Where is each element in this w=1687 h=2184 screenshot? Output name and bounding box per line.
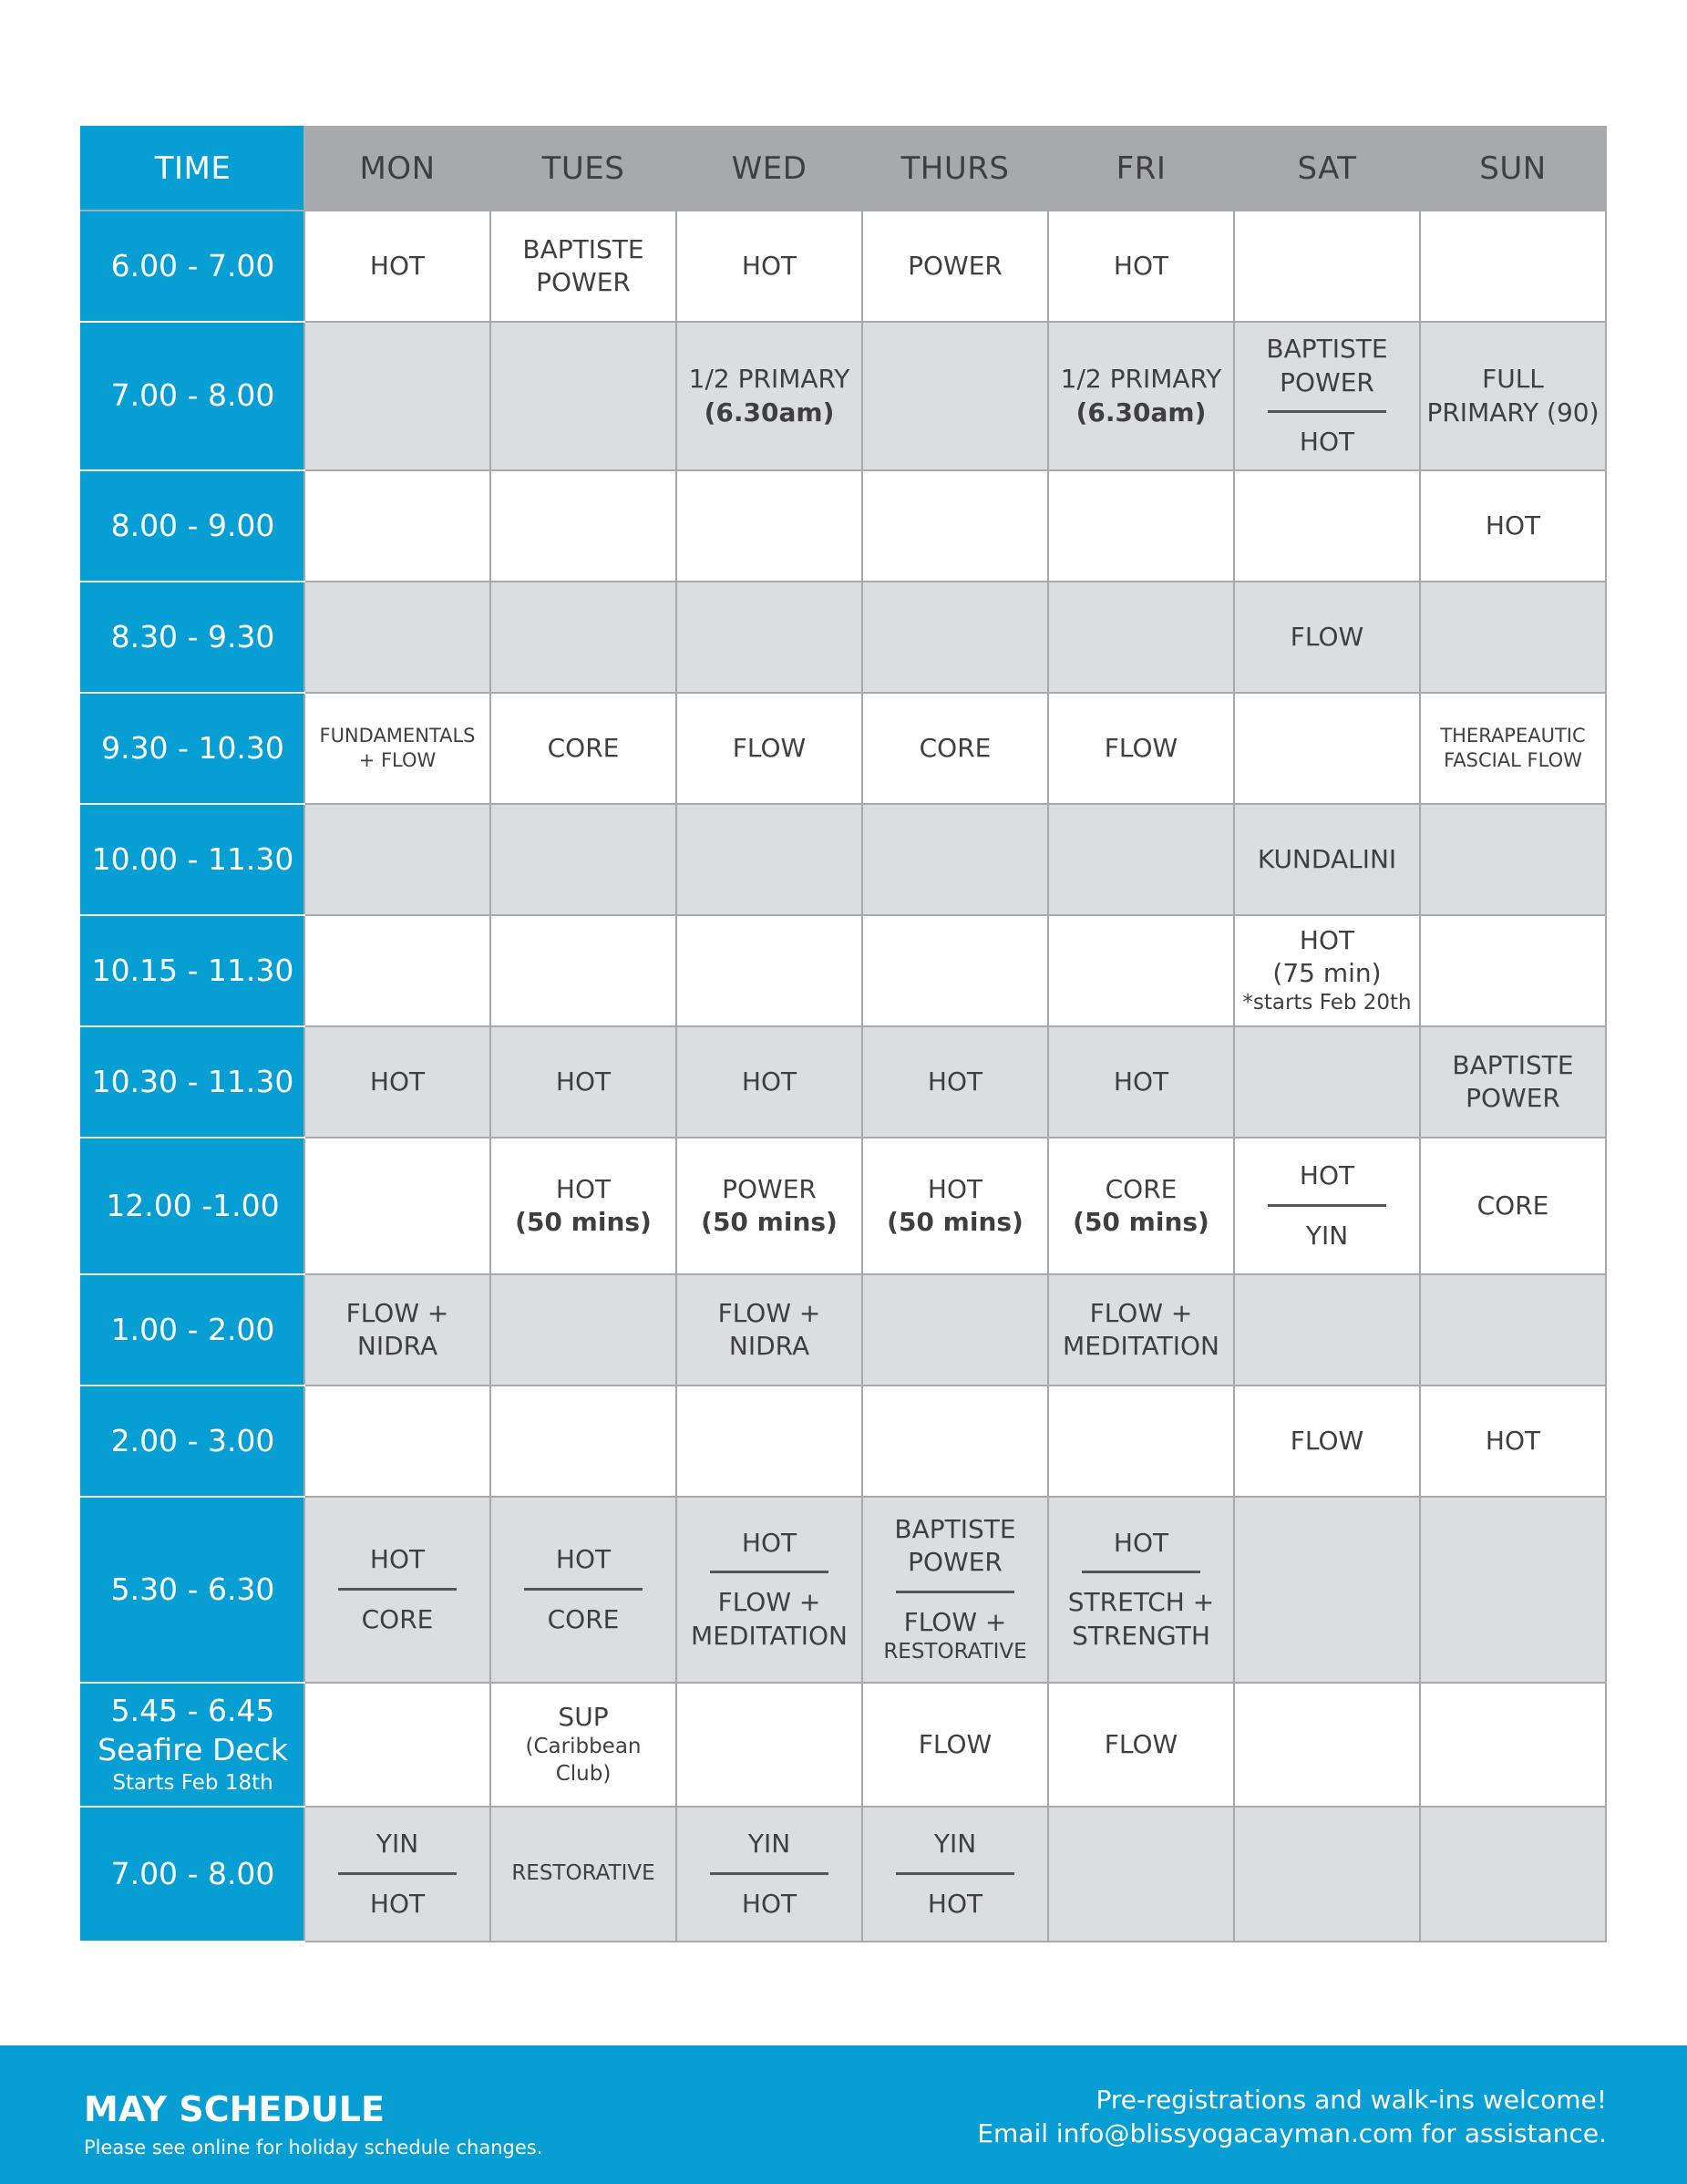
class-divider	[338, 1588, 457, 1591]
class-name: YIN	[375, 1829, 419, 1859]
header-tues: TUES	[490, 127, 676, 211]
class-cell-sun	[1420, 1026, 1606, 1138]
class-cell-fri	[1048, 915, 1234, 1026]
class-cell-sat	[1234, 1274, 1420, 1386]
schedule-row	[81, 1386, 1606, 1497]
class-cell-wed	[676, 1274, 862, 1386]
class-cell-mon	[304, 1274, 490, 1386]
time-slot	[81, 1274, 304, 1386]
time-slot-label: 5.30 - 6.30	[110, 1571, 275, 1607]
class-name: CORE	[547, 1603, 620, 1634]
class-name: RESTORATIVE	[511, 1861, 655, 1886]
class-name: CORE	[1476, 1190, 1549, 1221]
class-cell-wed	[676, 915, 862, 1026]
class-name: HOT	[741, 250, 797, 281]
class-name: HOT	[927, 1888, 983, 1919]
class-name: FLOW	[1104, 732, 1178, 763]
class-cell-thurs	[862, 1386, 1048, 1497]
class-cell-sat	[1234, 1683, 1420, 1807]
class-name: FLOW +	[1089, 1297, 1193, 1328]
class-name: NIDRA	[356, 1331, 438, 1361]
class-name: YIN	[747, 1829, 791, 1859]
class-divider	[896, 1591, 1014, 1593]
class-name: + FLOW	[358, 749, 437, 771]
time-slot	[81, 915, 304, 1026]
split-class	[1239, 333, 1415, 458]
class-name: HOT	[555, 1173, 612, 1204]
class-cell-fri	[1048, 211, 1234, 322]
class-cell-thurs	[862, 1138, 1048, 1274]
class-name: HOT	[927, 1173, 983, 1204]
split-class	[867, 1513, 1044, 1666]
class-divider	[1268, 1204, 1386, 1207]
class-cell-fri	[1048, 1138, 1234, 1274]
class-cell-mon	[304, 582, 490, 693]
schedule-row	[81, 1138, 1606, 1274]
time-slot-label: 12.00 -1.00	[106, 1187, 280, 1223]
time-slot	[81, 804, 304, 915]
class-name: FUNDAMENTALS	[319, 724, 476, 747]
class-cell-fri	[1048, 322, 1234, 470]
class-cell-fri	[1048, 1497, 1234, 1683]
time-slot	[81, 470, 304, 582]
class-cell-thurs	[862, 211, 1048, 322]
class-cell-thurs	[862, 1683, 1048, 1807]
time-slot-label: 5.45 - 6.45	[110, 1693, 275, 1729]
class-cell-sun	[1420, 1497, 1606, 1683]
class-note: *starts Feb 20th	[1242, 991, 1412, 1015]
class-name: FLOW +	[717, 1587, 821, 1618]
split-class	[495, 1543, 672, 1636]
class-name: 1/2 PRIMARY	[1060, 364, 1222, 395]
class-cell-sat	[1234, 322, 1420, 470]
schedule-row	[81, 804, 1606, 915]
class-cell-sat	[1234, 915, 1420, 1026]
class-cell-tues	[490, 804, 676, 915]
class-divider	[710, 1571, 828, 1573]
class-cell-mon	[304, 470, 490, 582]
class-cell-sun	[1420, 1683, 1606, 1807]
schedule-table	[80, 126, 1607, 1942]
class-name: HOT	[369, 1066, 426, 1097]
class-name: HOT	[1299, 924, 1355, 955]
class-name: FULL	[1482, 364, 1544, 395]
class-cell-sat	[1234, 470, 1420, 582]
split-class	[867, 1828, 1044, 1921]
class-cell-wed	[676, 470, 862, 582]
class-cell-fri	[1048, 1274, 1234, 1386]
class-cell-sun	[1420, 1274, 1606, 1386]
class-name: POWER	[908, 1547, 1003, 1578]
class-divider	[1082, 1571, 1200, 1573]
class-duration: (6.30am)	[704, 397, 835, 428]
schedule-row	[81, 693, 1606, 804]
class-cell-thurs	[862, 1807, 1048, 1942]
schedule-row	[81, 1274, 1606, 1386]
class-name: POWER	[1280, 366, 1374, 397]
schedule-row	[81, 211, 1606, 322]
footer-welcome: Pre-registrations and walk-ins welcome!	[1096, 2085, 1607, 2115]
class-cell-thurs	[862, 1274, 1048, 1386]
class-name: BAPTISTE	[894, 1513, 1016, 1544]
class-divider	[1268, 410, 1386, 413]
class-name: PRIMARY (90)	[1426, 397, 1600, 428]
class-cell-sun	[1420, 693, 1606, 804]
class-name: HOT	[1299, 427, 1355, 458]
time-slot-label: 10.00 - 11.30	[91, 840, 294, 877]
time-slot	[81, 1497, 304, 1683]
split-class	[681, 1527, 858, 1653]
schedule-row	[81, 1026, 1606, 1138]
time-slot-label: 1.00 - 2.00	[110, 1311, 275, 1347]
class-name: HOT	[1113, 250, 1169, 281]
class-name: BAPTISTE	[522, 233, 644, 264]
class-name: HOT	[369, 1888, 426, 1919]
split-class	[681, 1828, 858, 1921]
class-cell-tues	[490, 1683, 676, 1807]
class-cell-thurs	[862, 693, 1048, 804]
class-name: FLOW	[1290, 621, 1364, 652]
class-name: HOT	[741, 1066, 797, 1097]
class-divider	[524, 1588, 643, 1591]
class-cell-mon	[304, 1026, 490, 1138]
class-cell-thurs	[862, 470, 1048, 582]
time-slot	[81, 693, 304, 804]
class-name: RESTORATIVE	[883, 1640, 1027, 1664]
time-slot	[81, 582, 304, 693]
class-cell-mon	[304, 804, 490, 915]
class-cell-sat	[1234, 804, 1420, 915]
time-slot	[81, 1026, 304, 1138]
class-cell-fri	[1048, 582, 1234, 693]
class-name: HOT	[1113, 1527, 1169, 1558]
class-cell-sat	[1234, 582, 1420, 693]
class-cell-wed	[676, 1497, 862, 1683]
class-note: (Caribbean Club)	[525, 1735, 642, 1787]
class-cell-wed	[676, 693, 862, 804]
class-name: FLOW	[1104, 1728, 1178, 1759]
class-duration: (50 mins)	[515, 1207, 652, 1237]
class-name: HOT	[1485, 1425, 1541, 1456]
header-mon: MON	[304, 127, 490, 211]
class-name: HOT	[369, 1544, 426, 1575]
class-cell-wed	[676, 1386, 862, 1497]
class-name: BAPTISTE	[1266, 334, 1388, 365]
class-cell-wed	[676, 211, 862, 322]
class-name: MEDITATION	[1063, 1331, 1219, 1361]
class-cell-fri	[1048, 1807, 1234, 1942]
header-thurs: THURS	[862, 127, 1048, 211]
class-cell-sat	[1234, 1807, 1420, 1942]
header-fri: FRI	[1048, 127, 1234, 211]
class-duration: (50 mins)	[887, 1207, 1024, 1237]
class-cell-wed	[676, 322, 862, 470]
class-divider	[710, 1872, 828, 1875]
time-slot-label: 10.30 - 11.30	[91, 1063, 294, 1099]
class-cell-mon	[304, 322, 490, 470]
class-name: HOT	[1299, 1160, 1355, 1191]
class-name: YIN	[1305, 1220, 1349, 1251]
class-cell-tues	[490, 211, 676, 322]
class-cell-tues	[490, 1274, 676, 1386]
class-duration: (50 mins)	[701, 1207, 838, 1237]
class-name: (75 min)	[1272, 958, 1382, 989]
class-cell-thurs	[862, 1497, 1048, 1683]
class-name: POWER	[722, 1173, 817, 1204]
class-name: POWER	[1466, 1083, 1560, 1113]
class-cell-sun	[1420, 804, 1606, 915]
class-name: 1/2 PRIMARY	[688, 364, 850, 395]
class-cell-sun	[1420, 915, 1606, 1026]
class-cell-tues	[490, 693, 676, 804]
class-duration: (50 mins)	[1073, 1207, 1209, 1237]
time-slot-label: 9.30 - 10.30	[101, 729, 284, 766]
class-cell-sun	[1420, 1807, 1606, 1942]
class-cell-sun	[1420, 1138, 1606, 1274]
class-name: FLOW	[918, 1728, 993, 1759]
time-slot	[81, 322, 304, 470]
class-cell-mon	[304, 1138, 490, 1274]
footer-contact	[977, 2084, 1607, 2151]
class-name: HOT	[369, 250, 426, 281]
class-cell-tues	[490, 1497, 676, 1683]
schedule-row	[81, 1497, 1606, 1683]
class-name: YIN	[933, 1829, 977, 1859]
footer-title: MAY SCHEDULE	[84, 2089, 385, 2129]
split-class	[1239, 1159, 1415, 1252]
class-cell-wed	[676, 582, 862, 693]
class-cell-tues	[490, 1138, 676, 1274]
class-cell-fri	[1048, 1683, 1234, 1807]
class-name: BAPTISTE	[1452, 1049, 1574, 1080]
class-cell-sun	[1420, 1386, 1606, 1497]
class-name: CORE	[361, 1603, 434, 1634]
schedule-row	[81, 470, 1606, 582]
class-cell-wed	[676, 1683, 862, 1807]
class-name: FASCIAL FLOW	[1444, 749, 1582, 771]
time-slot-label: 7.00 - 8.00	[110, 1855, 275, 1891]
time-slot	[81, 1386, 304, 1497]
class-cell-fri	[1048, 470, 1234, 582]
schedule-body	[81, 211, 1606, 1942]
time-slot	[81, 1683, 304, 1807]
class-cell-sat	[1234, 1497, 1420, 1683]
class-name: CORE	[919, 732, 992, 763]
class-cell-mon	[304, 1386, 490, 1497]
schedule-row	[81, 1683, 1606, 1807]
class-name: STRETCH +	[1067, 1587, 1215, 1618]
footer-banner	[0, 2045, 1687, 2184]
class-name: HOT	[555, 1544, 612, 1575]
class-cell-tues	[490, 470, 676, 582]
class-cell-mon	[304, 1497, 490, 1683]
class-name: STRENGTH	[1072, 1620, 1210, 1651]
class-cell-sun	[1420, 582, 1606, 693]
class-name: HOT	[927, 1066, 983, 1097]
header-sun: SUN	[1420, 127, 1606, 211]
class-cell-tues	[490, 1386, 676, 1497]
schedule-row	[81, 1807, 1606, 1942]
class-cell-mon	[304, 211, 490, 322]
class-cell-wed	[676, 1807, 862, 1942]
time-slot-label: 2.00 - 3.00	[110, 1422, 275, 1458]
header-wed: WED	[676, 127, 862, 211]
time-slot-note: Starts Feb 18th	[112, 1770, 273, 1795]
time-slot	[81, 211, 304, 322]
class-cell-tues	[490, 582, 676, 693]
class-cell-tues	[490, 1026, 676, 1138]
class-cell-fri	[1048, 804, 1234, 915]
time-slot-label: 10.15 - 11.30	[91, 952, 294, 988]
class-cell-thurs	[862, 322, 1048, 470]
class-cell-fri	[1048, 1386, 1234, 1497]
time-slot	[81, 1807, 304, 1942]
class-cell-tues	[490, 915, 676, 1026]
class-cell-sat	[1234, 1026, 1420, 1138]
class-cell-sat	[1234, 1138, 1420, 1274]
class-name: FLOW	[1290, 1425, 1364, 1456]
class-name: FLOW +	[903, 1606, 1007, 1637]
class-divider	[896, 1872, 1014, 1875]
class-name: KUNDALINI	[1257, 843, 1397, 874]
header-time: TIME	[81, 127, 304, 211]
class-cell-tues	[490, 1807, 676, 1942]
class-name: HOT	[741, 1888, 797, 1919]
class-name: HOT	[1113, 1066, 1169, 1097]
class-divider	[338, 1872, 457, 1875]
split-class	[1053, 1527, 1229, 1653]
class-name: CORE	[1105, 1173, 1178, 1204]
class-name: HOT	[741, 1527, 797, 1558]
schedule-row	[81, 915, 1606, 1026]
class-name: HOT	[1485, 510, 1541, 541]
class-cell-sun	[1420, 211, 1606, 322]
split-class	[309, 1543, 486, 1636]
time-slot-location: Seafire Deck	[98, 1732, 288, 1768]
header-row	[81, 127, 1606, 211]
class-cell-sat	[1234, 211, 1420, 322]
class-cell-mon	[304, 1807, 490, 1942]
split-class	[309, 1828, 486, 1921]
class-cell-wed	[676, 1026, 862, 1138]
class-cell-mon	[304, 915, 490, 1026]
class-cell-thurs	[862, 804, 1048, 915]
class-name: NIDRA	[728, 1331, 810, 1361]
time-slot-label: 8.00 - 9.00	[110, 507, 275, 543]
time-slot	[81, 1138, 304, 1274]
class-name: FLOW +	[345, 1297, 449, 1328]
header-sat: SAT	[1234, 127, 1420, 211]
class-name: POWER	[536, 267, 631, 297]
class-name: THERAPEAUTIC	[1440, 724, 1586, 747]
class-name: SUP	[558, 1701, 609, 1732]
time-slot-label: 6.00 - 7.00	[110, 247, 275, 283]
class-cell-mon	[304, 1683, 490, 1807]
class-cell-sat	[1234, 1386, 1420, 1497]
class-cell-thurs	[862, 1026, 1048, 1138]
class-name: HOT	[555, 1066, 612, 1097]
time-slot-label: 8.30 - 9.30	[110, 618, 275, 654]
class-cell-thurs	[862, 915, 1048, 1026]
class-cell-fri	[1048, 693, 1234, 804]
class-name: FLOW	[732, 732, 807, 763]
schedule-row	[81, 322, 1606, 470]
class-cell-tues	[490, 322, 676, 470]
class-cell-wed	[676, 1138, 862, 1274]
schedule-row	[81, 582, 1606, 693]
class-name: FLOW +	[717, 1297, 821, 1328]
class-cell-sun	[1420, 470, 1606, 582]
class-cell-mon	[304, 693, 490, 804]
class-duration: (6.30am)	[1075, 397, 1207, 428]
footer-note: Please see online for holiday schedule changes.	[84, 2137, 543, 2158]
class-cell-wed	[676, 804, 862, 915]
class-cell-sat	[1234, 693, 1420, 804]
class-name: CORE	[547, 732, 620, 763]
class-cell-fri	[1048, 1026, 1234, 1138]
class-cell-sun	[1420, 322, 1606, 470]
time-slot-label: 7.00 - 8.00	[110, 377, 275, 414]
class-name: MEDITATION	[691, 1620, 848, 1651]
footer-email: Email info@blissyogacayman.com for assistance.	[977, 2117, 1607, 2148]
class-cell-thurs	[862, 582, 1048, 693]
class-name: POWER	[908, 250, 1003, 281]
